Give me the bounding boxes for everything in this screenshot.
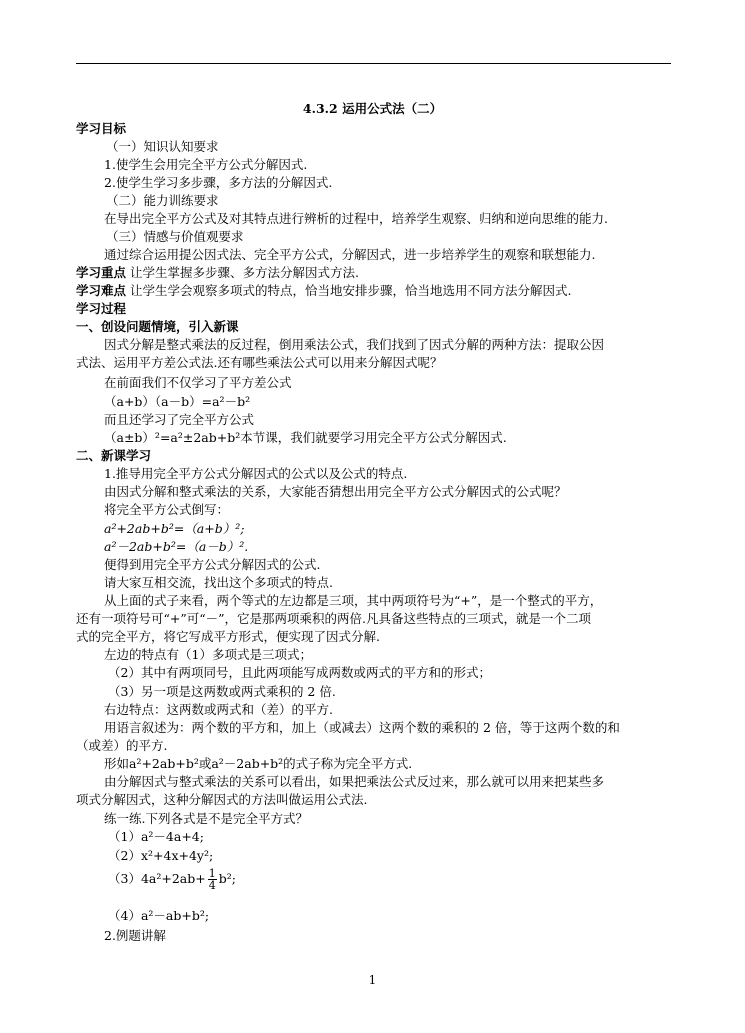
section2-l6: 便得到用完全平方公式分解因式的公式. xyxy=(104,557,321,572)
page-number: 1 xyxy=(368,973,377,987)
key-point-text: 让学生掌握多步骤、多方法分解因式方法. xyxy=(126,265,359,280)
exercise-3-pre: （3）4a²+2ab+ xyxy=(108,871,206,886)
process-heading: 学习过程 xyxy=(76,301,127,316)
section2-l15a: 由分解因式与整式乘法的关系可以看出，如果把乘法公式反过来，那么就可以用来把某些多 xyxy=(104,774,605,789)
formula-plus: a²+2ab+b²=（a+b）²; xyxy=(104,521,245,536)
section1-p1a: 因式分解是整式乘法的反过程，倒用乘法公式，我们找到了因式分解的两种方法：提取公因 xyxy=(104,337,605,352)
section2-l15b: 项式分解因式，这种分解因式的方法叫做运用公式法. xyxy=(76,792,368,807)
key-point xyxy=(76,265,359,281)
exercise-2: （2）x²+4x+4y²; xyxy=(108,848,214,863)
fraction-denominator: 4 xyxy=(208,879,216,892)
emotion-item-1: 通过综合运用提公因式法、完全平方公式，分解因式，进一步培养学生的观察和联想能力. xyxy=(104,247,596,262)
section2-l1: 1.推导用完全平方公式分解因式的公式以及公式的特点. xyxy=(104,466,408,481)
knowledge-item-1: 1.使学生会用完全平方公式分解因式. xyxy=(104,157,308,172)
section2-l14: 形如a²+2ab+b²或a²－2ab+b²的式子称为完全平方式. xyxy=(104,756,413,771)
section2-heading: 二、新课学习 xyxy=(76,448,152,463)
section2-l10: （2）其中有两项同号，且此两项能写成两数或两式的平方和的形式； xyxy=(108,665,491,680)
difficulty-label: 学习难点 xyxy=(76,283,127,298)
formula-perfect-square: （a±b）²=a²±2ab+b²本节课，我们就要学习用完全平方公式分解因式. xyxy=(104,430,507,445)
exercise-1: （1）a²－4a+4; xyxy=(108,829,204,844)
key-point-label: 学习重点 xyxy=(76,265,127,280)
section2-l9: 左边的特点有（1）多项式是三项式； xyxy=(104,647,312,662)
objectives-heading: 学习目标 xyxy=(76,121,127,136)
section2-l8c: 式的完全平方，将它写成平方形式，便实现了因式分解. xyxy=(76,629,380,644)
formula-difference-of-squares: （a+b）（a－b）=a²－b² xyxy=(104,394,251,409)
section1-heading: 一、创设问题情境，引入新课 xyxy=(76,319,239,334)
header-rule xyxy=(76,63,671,64)
formula-minus: a²－2ab+b²=（a－b）². xyxy=(104,539,249,554)
fraction-one-quarter xyxy=(208,868,217,891)
ability-item-1: 在导出完全平方公式及对其特点进行辨析的过程中，培养学生观察、归纳和逆向思维的能力. xyxy=(104,211,608,226)
page-title: 4.3.2 运用公式法（二） xyxy=(302,101,443,116)
section2-l17: 2.例题讲解 xyxy=(104,928,166,943)
knowledge-heading: （一）知识认知要求 xyxy=(106,139,219,154)
section1-p1b: 式法、运用平方差公式法.还有哪些乘法公式可以用来分解因式呢？ xyxy=(76,355,443,370)
section2-l8a: 从上面的式子来看，两个等式的左边都是三项，其中两项符号为“+”，是一个整式的平方， xyxy=(104,593,603,608)
section2-l12: 右边特点：这两数或两式和（差）的平方. xyxy=(104,702,333,717)
exercise-3-post: b²; xyxy=(218,871,236,886)
section1-p3: 而且还学习了完全平方公式 xyxy=(104,412,255,427)
knowledge-item-2: 2.使学生学习多步骤，多方法的分解因式. xyxy=(104,175,333,190)
section2-l11: （3）另一项是这两数或两式乘积的 2 倍. xyxy=(108,684,336,699)
difficulty-text: 让学生学会观察多项式的特点，恰当地安排步骤，恰当地选用不同方法分解因式. xyxy=(126,283,572,298)
section2-l2: 由因式分解和整式乘法的关系，大家能否猜想出用完全平方公式分解因式的公式呢？ xyxy=(104,484,567,499)
section2-l7: 请大家互相交流，找出这个多项式的特点. xyxy=(104,575,333,590)
difficulty xyxy=(76,283,571,299)
exercise-3 xyxy=(108,868,236,891)
section1-p2: 在前面我们不仅学习了平方差公式 xyxy=(104,375,292,390)
ability-heading: （二）能力训练要求 xyxy=(106,193,219,208)
section2-l3: 将完全平方公式倒写： xyxy=(104,502,230,517)
exercise-4: （4）a²－ab+b²; xyxy=(108,908,210,923)
section2-l16: 练一练.下列各式是不是完全平方式？ xyxy=(104,811,308,826)
section2-l8b: 还有一项符号可“+”可“－”，它是那两项乘积的两倍.凡具备这些特点的三项式，就是一个二项 xyxy=(76,611,592,626)
section2-l13b: （或差）的平方. xyxy=(76,738,168,753)
emotion-heading: （三）情感与价值观要求 xyxy=(106,229,244,244)
fraction-numerator: 1 xyxy=(208,867,216,880)
section2-l13a: 用语言叙述为：两个数的平方和，加上（或减去）这两个数的乘积的 2 倍，等于这两个数的和 xyxy=(104,720,620,735)
